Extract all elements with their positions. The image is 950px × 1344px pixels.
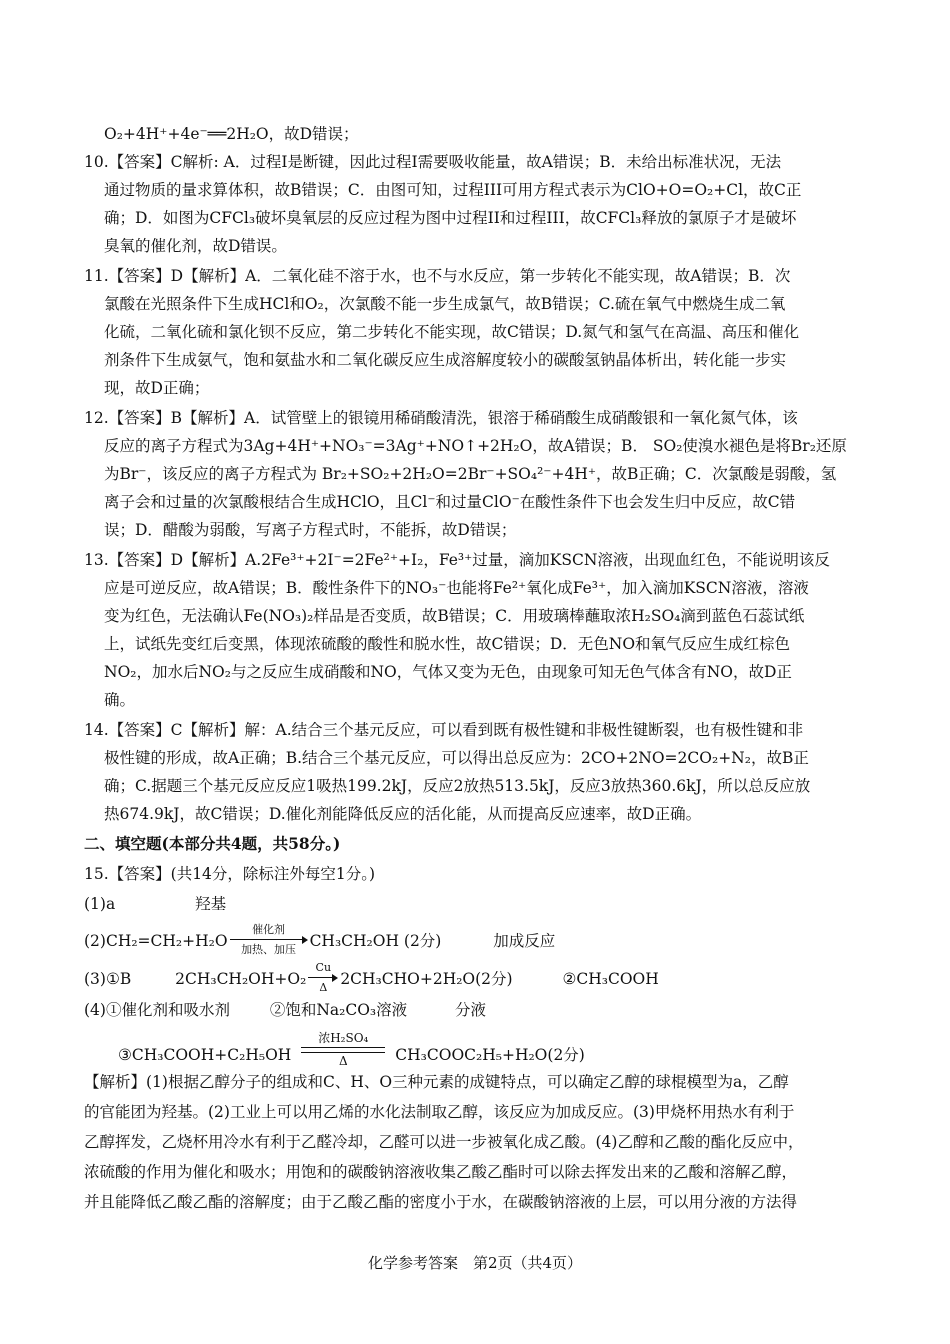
answer-4-part-2b: 分液 bbox=[455, 1001, 487, 1019]
answer-2 bbox=[84, 923, 556, 956]
answer-2-reactants: (2)CH₂=CH₂+H₂O bbox=[84, 932, 228, 950]
question-15-line: 15.【答案】(共14分，除标注外每空1分。) bbox=[84, 865, 376, 883]
answer-4-part-2: ②饱和Na₂CO₃溶液 bbox=[269, 1001, 408, 1019]
text-line: 变为红色，无法确认Fe(NO₃)₂样品是否变质，故B错误；C．用玻璃棒蘸取浓H₂SO₄滴到蓝色石蕊试纸 bbox=[104, 607, 805, 625]
text-line: 反应的离子方程式为3Ag+4H⁺+NO₃⁻=3Ag⁺+NO↑+2H₂O，故A错误；B． SO₂使溴水褪色是将Br₂还原 bbox=[104, 437, 847, 455]
answer-2-reaction-type: 加成反应 bbox=[493, 932, 556, 950]
analysis-line: 并且能降低乙酸乙酯的溶解度；由于乙酸乙酯的密度小于水，在碳酸钠溶液的上层，可以用分液的方法得 bbox=[84, 1193, 798, 1211]
condition-bottom: 加热、加压 bbox=[241, 943, 297, 956]
equation-reactants: ③CH₃COOH+C₂H₅OH bbox=[118, 1046, 292, 1064]
text-line: 确。 bbox=[104, 691, 136, 709]
condition-bottom: Δ bbox=[319, 981, 328, 994]
condition-top: Cu bbox=[315, 961, 332, 974]
text-line: 确；D．如图为CFCl₃破坏臭氧层的反应过程为图中过程II和过程III，故CFCl₃释放的氯原子才是破坏 bbox=[104, 209, 797, 227]
answer-3-part-2: ②CH₃COOH bbox=[562, 970, 659, 988]
equation-products: CH₃COOC₂H₅+H₂O(2分) bbox=[395, 1046, 585, 1064]
text-line: 热674.9kJ，故C错误；D.催化剂能降低反应的活化能，从而提高反应速率，故D正确。 bbox=[104, 805, 702, 823]
answer-1-label: (1)a bbox=[84, 895, 116, 913]
text-line: 确；C.据题三个基元反应反应1吸热199.2kJ，反应2放热513.5kJ，反应3放热360.6kJ，所以总反应放 bbox=[104, 777, 811, 795]
condition-top: 浓H₂SO₄ bbox=[318, 1031, 369, 1045]
text-line: 通过物质的量求算体积，故B错误；C．由图可知，过程III可用方程式表示为ClO+O=O₂+Cl，故C正 bbox=[104, 181, 802, 199]
answer-3-label: (3)①B bbox=[84, 970, 132, 988]
section-heading: 二、填空题(本部分共4题，共58分。) bbox=[84, 834, 341, 853]
answer-3 bbox=[84, 961, 659, 994]
text-line: 化硫，二氧化硫和氯化钡不反应，第二步转化不能实现，故C错误；D.氮气和氢气在高温、高压和催化 bbox=[104, 323, 800, 341]
analysis-line: 的官能团为羟基。(2)工业上可以用乙烯的水化法制取乙醇，该反应为加成反应。(3)甲烧杯用热水有利于 bbox=[84, 1103, 795, 1121]
text-line: 为Br⁻，该反应的离子方程式为 Br₂+SO₂+2H₂O=2Br⁻+SO₄²⁻+4H⁺，故B正确；C．次氯酸是弱酸，氢 bbox=[104, 465, 837, 483]
analysis-line: 【解析】(1)根据乙醇分子的组成和C、H、O三种元素的成键特点，可以确定乙醇的球棍模型为a，乙醇 bbox=[84, 1073, 789, 1091]
text-line: 氯酸在光照条件下生成HCl和O₂，次氯酸不能一步生成氯气，故B错误；C.硫在氧气中燃烧生成二氧 bbox=[104, 295, 786, 313]
question-11-line: 11.【答案】D【解析】A．二氧化硅不溶于水，也不与水反应，第一步转化不能实现，故A错误；B．次 bbox=[84, 267, 791, 285]
reversible-arrow bbox=[301, 1032, 385, 1068]
text-line: 极性键的形成，故A正确；B.结合三个基元反应，可以得出总反应为：2CO+2NO=2CO₂+N₂，故B正 bbox=[104, 749, 809, 767]
text-line: O₂+4H⁺+4e⁻══2H₂O，故D错误； bbox=[104, 125, 359, 143]
answer-2-products: CH₃CH₂OH (2分) bbox=[309, 932, 442, 950]
question-13-line: 13.【答案】D【解析】A.2Fe³⁺+2I⁻=2Fe²⁺+I₂，Fe³⁺过量，滴加KSCN溶液，出现血红色，不能说明该反 bbox=[84, 551, 830, 569]
text-line: 应是可逆反应，故A错误；B．酸性条件下的NO₃⁻也能将Fe²⁺氧化成Fe³⁺，加入滴加KSCN溶液，溶液 bbox=[104, 579, 809, 597]
question-10-line: 10.【答案】C解析: A．过程I是断键，因此过程I需要吸收能量，故A错误；B．未给出标准状况，无法 bbox=[84, 153, 782, 171]
condition-bottom: Δ bbox=[338, 1054, 348, 1068]
text-line: 上，试纸先变红后变黑，体现浓硫酸的酸性和脱水性，故C错误；D．无色NO和氧气反应生成红棕色 bbox=[104, 635, 791, 653]
page-footer: 化学参考答案 第2页（共4页） bbox=[367, 1254, 583, 1272]
answer-4-equation bbox=[118, 1032, 585, 1066]
answer-3-products: 2CH₃CHO+2H₂O(2分) bbox=[340, 970, 513, 988]
text-line: 现，故D正确； bbox=[104, 379, 210, 397]
reaction-arrow bbox=[308, 962, 338, 994]
text-line: 离子会和过量的次氯酸根结合生成HClO，且Cl⁻和过量ClO⁻在酸性条件下也会发生归中反应，故C错 bbox=[104, 493, 796, 511]
analysis-line: 乙醇挥发，乙烧杯用冷水有利于乙醛冷却，乙醛可以进一步被氧化成乙酸。(4)乙醇和乙酸的酯化反应中， bbox=[84, 1133, 804, 1151]
reaction-arrow bbox=[230, 924, 308, 956]
question-12-line: 12.【答案】B【解析】A．试管壁上的银镜用稀硝酸清洗，银溶于稀硝酸生成硝酸银和一氧化氮气体，该 bbox=[84, 409, 798, 427]
text-line: 误；D．醋酸为弱酸，写离子方程式时，不能拆，故D错误； bbox=[104, 521, 517, 539]
condition-top: 催化剂 bbox=[252, 923, 286, 936]
text-line: NO₂，加水后NO₂与之反应生成硝酸和NO，气体又变为无色，由现象可知无色气体含有NO，故D正 bbox=[104, 663, 792, 681]
text-line: 臭氧的催化剂，故D错误。 bbox=[104, 237, 287, 255]
answer-1 bbox=[84, 894, 226, 914]
answer-4 bbox=[84, 1000, 486, 1020]
analysis-line: 浓硫酸的作用为催化和吸水；用饱和的碳酸钠溶液收集乙酸乙酯时可以除去挥发出来的乙酸和溶解乙醇， bbox=[84, 1163, 798, 1181]
answer-1-value: 羟基 bbox=[195, 895, 227, 913]
answer-4-part-1: (4)①催化剂和吸水剂 bbox=[84, 1001, 230, 1019]
question-14-line: 14.【答案】C【解析】解：A.结合三个基元反应，可以看到既有极性键和非极性键断裂，也有极性键和非 bbox=[84, 721, 804, 739]
text-line: 剂条件下生成氨气，饱和氨盐水和二氧化碳反应生成溶解度较小的碳酸氢钠晶体析出，转化能一步实 bbox=[104, 351, 787, 369]
answer-3-reactants: 2CH₃CH₂OH+O₂ bbox=[175, 970, 307, 988]
